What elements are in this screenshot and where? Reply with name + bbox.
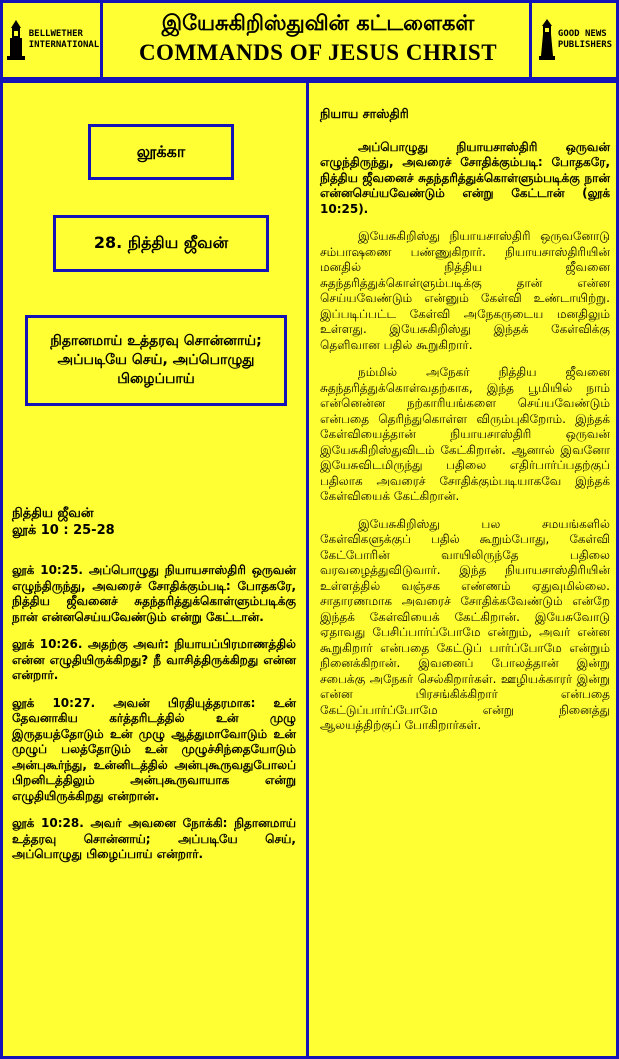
logo-left-text [29,29,99,51]
logo-right-text [558,29,612,51]
book-name: லூக்கா [136,141,186,161]
logo-good-news [534,3,616,77]
verse-27: லூக் 10:27. அவன் பிரதியுத்தரமாக: உன் தேவனாகிய கர்த்தரிடத்தில் உன் முழு இருதயத்தோடும் உன் முழு ஆத்துமாவோடும் உன் முழுப் பலத்தோடும் உன் முழுச்சிந்தையோடும் அன்புகூர்ந்து, உன்னிடத்தில் அன்புகூருவதுபோலப் பிறனிடத்திலும் அன்புகூருவாயாக என்று எழுதியிருக்கிறது என்றான். [12,695,296,803]
title-tamil: இயேசுகிறிஸ்துவின் கட்டளைகள் [161,11,475,35]
verse-26: லூக் 10:26. அதற்கு அவர்: நியாயப்பிரமாணத்தில் என்ன எழுதியிருக்கிறது? நீ வாசித்திருக்கிறது என்ன என்றார். [12,637,296,682]
commentary-paragraph: இயேசுகிறிஸ்து பல சமயங்களில் கேள்விகளுக்குப் பதில் கூறும்போது, கேள்வி கேட்போரின் வாயிலிருந்தே பதிலை வரவழைத்துவிடுவார். இந்த நியாயசாஸ்திரியின் உள்ளத்தில் வஞ்சக எண்ணம் ஏதுவுமில்லை. சாதாரணமாக அவரைச் சோதிக்கவேண்டும் என்றே இந்தக் கேள்வியைக் கேட்கிறான். இயேசுவோடு ஏதாவது பேசிப்பார்ப்போமே என்றும், அவர் என்ன கூறுகிறார் என்பதை கேட்டுப் பார்ப்போமே என்றும் நினைக்கிறான். இவனைப் போலத்தான் இன்று சபைக்கு அநேகர் செல்கிறார்கள். ஊழியக்காரர் இன்று என்ன பிரசங்கிக்கிறார் என்பதை கேட்டுப்பார்ப்போமே என்று நினைத்து ஆலயத்திற்குப் போகிறார்கள். [320,516,610,732]
bell-tower-icon [5,18,27,62]
title-area [104,3,532,77]
lesson-title: 28. நித்திய ஜீவன் [93,233,229,252]
header [0,0,619,80]
commentary-paragraph: அப்பொழுது நியாயசாஸ்திரி ஒருவன் எழுந்திருந்து, அவரைச் சோதிக்கும்படி: போதகரே, நித்திய ஜீவனைச் சுதந்தரித்துக்கொள்ளும்படிக்கு நான் என்னசெய்யவேண்டும் என்று கேட்டான் (லூக் 10:25). [320,139,610,216]
lesson-title-box [53,215,269,272]
verse-25: லூக் 10:25. அப்பொழுது நியாயசாஸ்திரி ஒருவன் எழுந்திருந்து, அவரைச் சோதிக்கும்படி: போதகரே, நித்திய ஜீவனைச் சுதந்தரித்துக்கொள்ளும்படிக்கு நான் என்னசெய்யவேண்டும் என்று கேட்டான். [12,563,296,624]
lamp-tower-icon [538,18,556,62]
key-verse: நிதானமாய் உத்தரவு சொன்னாய்; அப்படியே செய், அப்பொழுது பிழைப்பாய் [50,333,262,387]
commentary-section [320,106,610,746]
commentary-paragraph: நம்மில் அநேகர் நித்திய ஜீவனை சுதந்தரித்துக்கொள்வதற்காக, இந்த பூமியில் நாம் என்னென்ன நற்காரியங்களை செய்யவேண்டும் என்பதை தெரிந்துகொள்ள விரும்புகிறோம். இந்தக் கேள்வியைத்தான் நியாயசாஸ்திரி ஒருவன் இயேசுகிறிஸ்துவிடம் கேட்கிறான். ஆனால் இவனோ இயேசுவிடமிருந்து பதிலை எதிர்பார்ப்பதற்குப் பதிலாக அவரைச் சோதிக்கும்படியாகவே இந்தக் கேள்வியைக் கேட்கிறான். [320,365,610,503]
commentary-paragraph: இயேசுகிறிஸ்து நியாயசாஸ்திரி ஒருவனோடு சம்பாஷணை பண்ணுகிறார். நியாயசாஸ்திரியின் மனதில் நித்திய ஜீவனை சுதந்தரித்துக்கொள்ளும்படிக்கு தான் என்ன செய்யவேண்டும் என்னும் கேள்வி உண்டாயிற்று. இப்படிப்பட்ட கேள்வி அநேகருடைய மனதிலும் உள்ளது. இயேசுகிறிஸ்து இந்தக் கேள்விக்கு தெளிவான பதில் கூறுகிறார். [320,229,610,352]
logo-right-line2: PUBLISHERS [557,40,613,50]
key-verse-box [25,315,287,406]
scripture-section [12,505,296,873]
section-title: நித்திய ஜீவன் [12,506,94,521]
scripture-reference: லூக் 10 : 25-28 [12,523,115,538]
title-english: COMMANDS OF JESUS CHRIST [138,40,498,65]
book-box [88,124,234,180]
logo-left-line2: INTERNATIONAL [28,40,100,50]
logo-left-line1: BELLWETHER [28,29,83,39]
logo-right-line1: GOOD NEWS [557,29,607,39]
logo-bellwether [3,3,101,77]
verse-28: லூக் 10:28. அவர் அவனை நோக்கி: நிதானமாய் உத்தரவு சொன்னாய்; அப்படியே செய், அப்பொழுது பிழைப்பாய் என்றார். [12,816,296,861]
commentary-heading: நியாய சாஸ்திரி [320,106,409,121]
